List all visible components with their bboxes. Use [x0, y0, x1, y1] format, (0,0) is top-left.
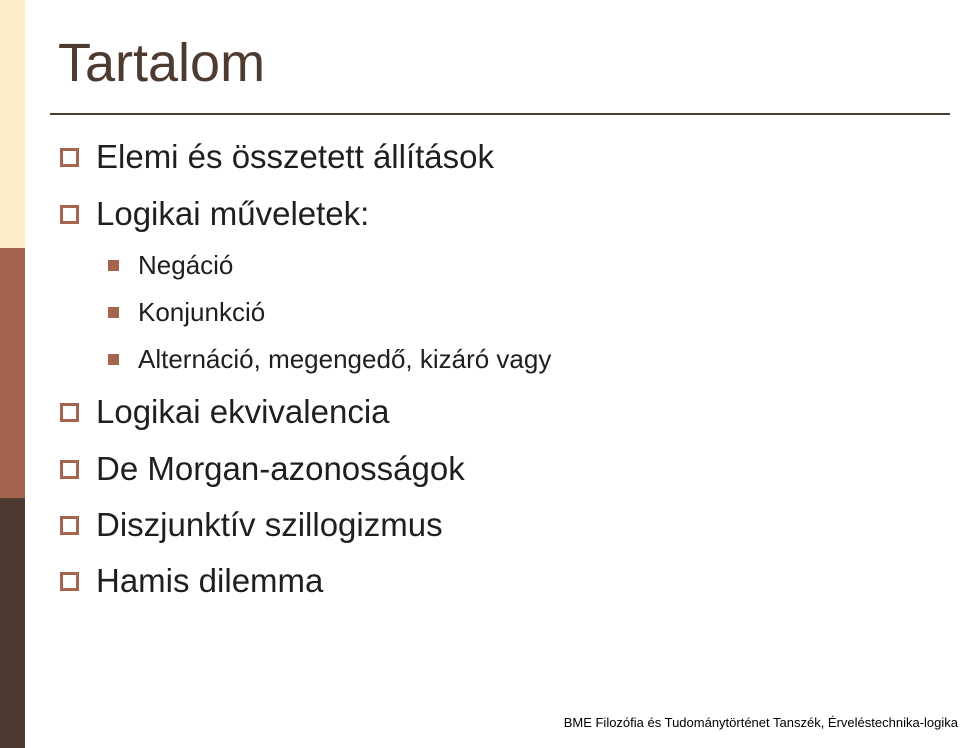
bullet-label: Logikai műveletek:	[96, 195, 370, 232]
sub-bullet-item	[108, 297, 265, 328]
bullet-item	[60, 506, 443, 544]
solid-square-bullet-icon	[108, 307, 119, 318]
solid-square-bullet-icon	[108, 260, 119, 271]
slide-footer: BME Filozófia és Tudománytörténet Tanszék, Érveléstechnika-logika	[563, 715, 958, 730]
bullet-label: Logikai ekvivalencia	[96, 393, 390, 430]
bullet-label: Diszjunktív szillogizmus	[96, 506, 443, 543]
sub-bullet-item	[108, 250, 233, 281]
bullet-label: Hamis dilemma	[96, 562, 324, 599]
hollow-square-bullet-icon	[60, 572, 79, 591]
hollow-square-bullet-icon	[60, 148, 79, 167]
hollow-square-bullet-icon	[60, 516, 79, 535]
bullet-item	[60, 562, 323, 600]
solid-square-bullet-icon	[108, 354, 119, 365]
bullet-item	[60, 138, 494, 176]
bullet-item	[60, 393, 390, 431]
hollow-square-bullet-icon	[60, 205, 79, 224]
bullet-label: Elemi és összetett állítások	[96, 138, 494, 175]
sub-bullet-item	[108, 344, 551, 375]
hollow-square-bullet-icon	[60, 460, 79, 479]
slide-title: Tartalom	[58, 33, 266, 93]
sub-bullet-label: Alternáció, megengedő, kizáró vagy	[138, 344, 552, 374]
bullet-item	[60, 195, 369, 233]
sub-bullet-label: Konjunkció	[138, 297, 266, 327]
hollow-square-bullet-icon	[60, 403, 79, 422]
bullet-item	[60, 450, 465, 488]
bullet-label: De Morgan-azonosságok	[96, 450, 465, 487]
sub-bullet-label: Negáció	[138, 250, 234, 280]
